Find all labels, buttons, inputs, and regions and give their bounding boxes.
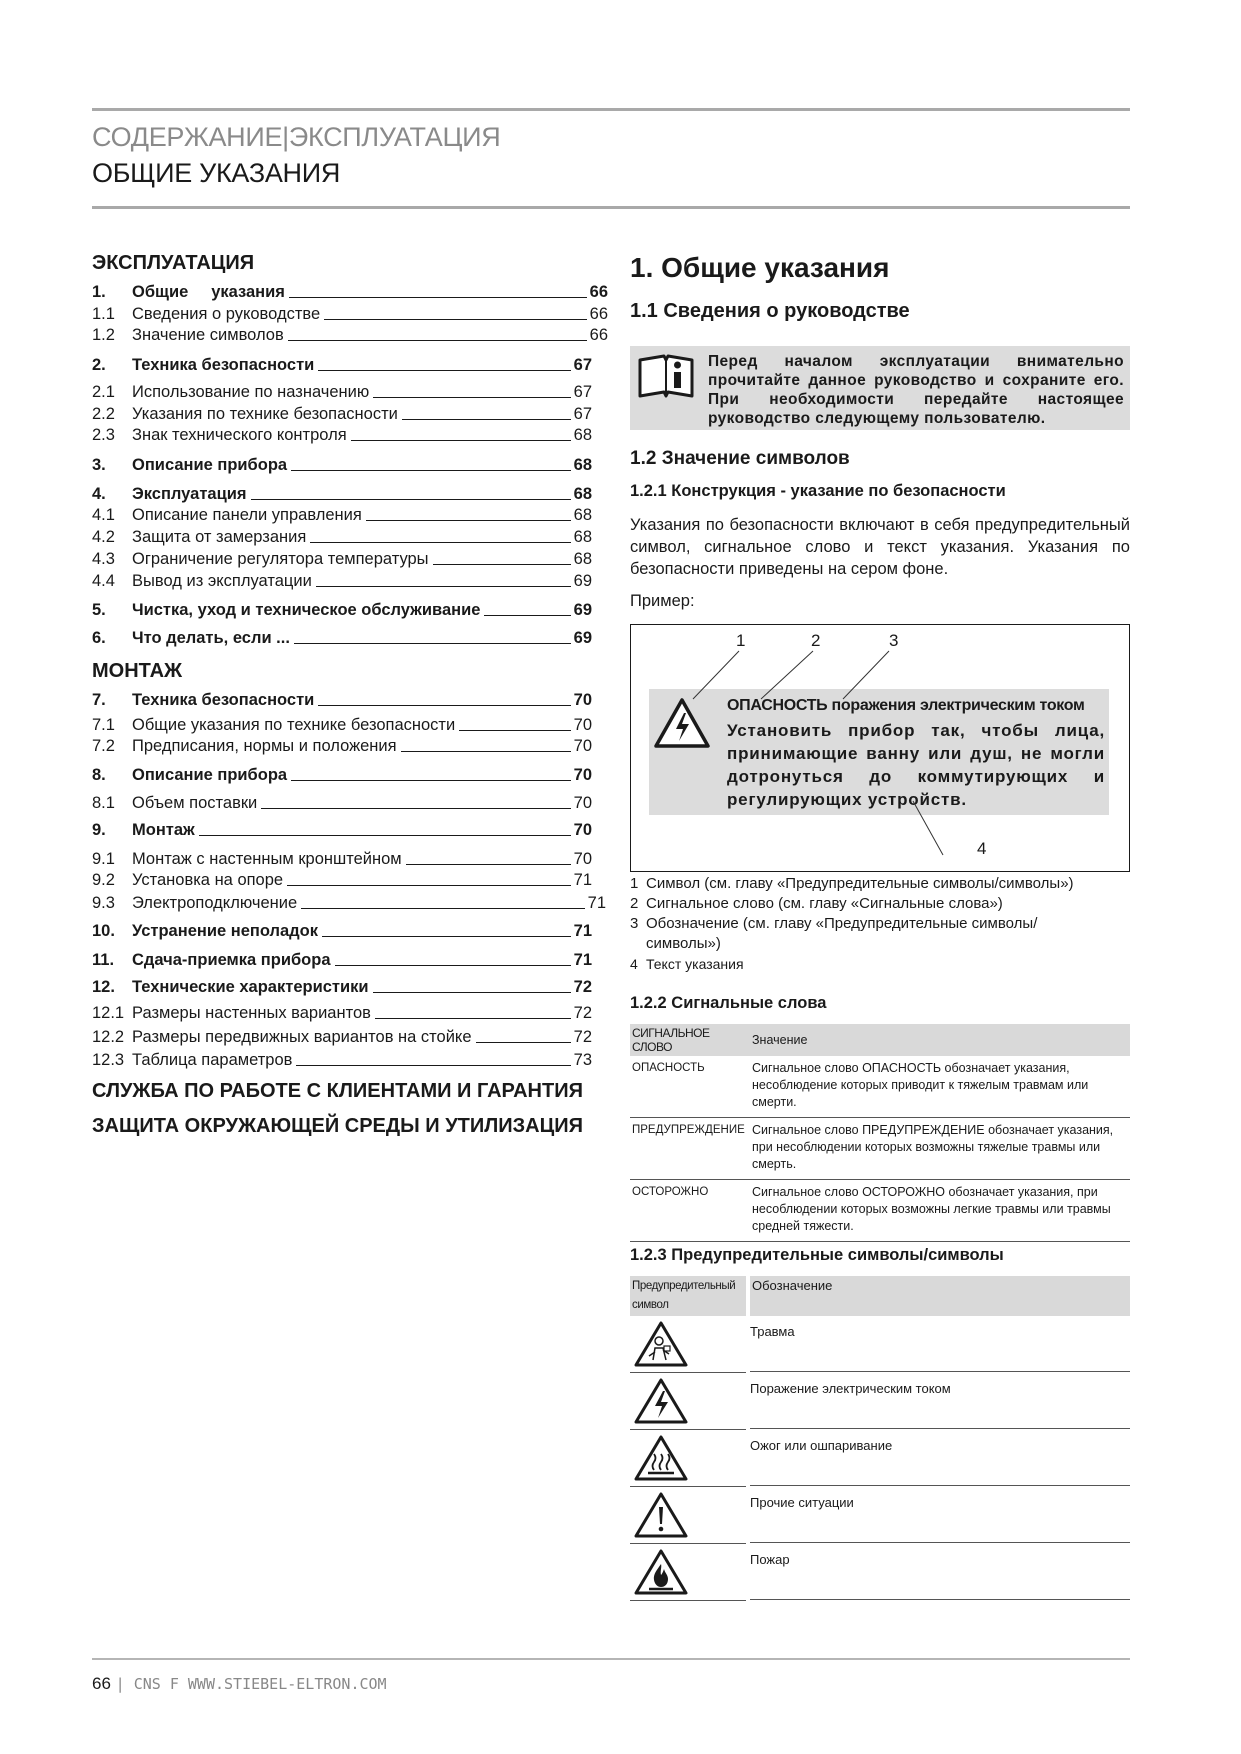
toc-page: 71 [587, 894, 606, 912]
column-header: Обозначение [750, 1276, 1130, 1316]
toc-leader [291, 780, 571, 781]
toc-leader [316, 586, 571, 587]
toc-leader [251, 499, 571, 500]
toc-section-operation: ЭКСПЛУАТАЦИЯ [92, 252, 255, 274]
toc-title: Описание панели управления [132, 506, 362, 524]
toc-page: 71 [573, 922, 592, 940]
toc-leader [476, 1042, 571, 1043]
safety-paragraph: Указания по безопасности включают в себя предупредительный символ, сигнальное слово и текст указания. Указания по безопасности приведены на сером фоне. [630, 516, 1130, 578]
toc-page: 68 [573, 506, 592, 524]
toc-number: 12.2 [92, 1028, 125, 1046]
toc-entry[interactable] [92, 715, 592, 735]
toc-leader [484, 615, 570, 616]
toc-number: 9.1 [92, 850, 115, 868]
toc-page: 72 [573, 1028, 592, 1046]
footer-website: | CNS F WWW.STIEBEL-ELTRON.COM [115, 1675, 387, 1693]
electric-shock-icon [633, 1377, 689, 1425]
toc-page: 69 [573, 629, 592, 647]
toc-leader [301, 908, 585, 909]
toc-number: 7.2 [92, 737, 115, 755]
symbol-meaning: Пожар [750, 1544, 1130, 1600]
legend-item: 2 Сигнальное слово (см. главу «Сигнальные слова») [630, 895, 1003, 912]
read-manual-note [630, 346, 1130, 430]
toc-leader [199, 835, 571, 836]
toc-number: 4.3 [92, 550, 115, 568]
toc-page: 70 [573, 691, 592, 709]
toc-number: 8. [92, 766, 106, 784]
toc-title: Таблица параметров [132, 1051, 293, 1069]
toc-section-installation: МОНТАЖ [92, 660, 183, 682]
toc-leader [402, 419, 571, 420]
callout-1: 1 [736, 631, 746, 650]
toc-title: Защита от замерзания [132, 528, 307, 546]
signal-word: ОСТОРОЖНО [630, 1180, 750, 1242]
toc-title: Что делать, если ... [132, 629, 290, 647]
toc-entry[interactable] [92, 425, 592, 445]
toc-number: 12.3 [92, 1051, 125, 1069]
toc-title: Техника безопасности [132, 356, 315, 374]
toc-number: 12.1 [92, 1004, 125, 1022]
toc-page: 72 [573, 978, 592, 996]
example-legend [630, 874, 1130, 974]
toc-page: 70 [573, 821, 592, 839]
toc-entry[interactable] [92, 404, 592, 424]
toc-number: 4.4 [92, 572, 115, 590]
toc-title: Технические характеристики [132, 978, 369, 996]
toc-page: 67 [573, 383, 592, 401]
page-number: 66 [92, 1674, 111, 1693]
toc-number: 4.1 [92, 506, 115, 524]
signal-word: ПРЕДУПРЕЖДЕНИЕ [630, 1118, 750, 1180]
note-text: Перед началом эксплуатации внимательно прочитайте данное руководство и сохраните его. При необходимости передайте настоящее руководство следующему пользователю. [708, 353, 1124, 427]
heading-general-notes: 1. Общие указания [630, 252, 890, 283]
toc-page: 70 [573, 850, 592, 868]
toc-page: 69 [573, 601, 592, 619]
toc-page: 70 [573, 794, 592, 812]
toc-title: Сдача-приемка прибора [132, 951, 331, 969]
toc-leader [288, 340, 587, 341]
toc-entry[interactable] [92, 690, 592, 710]
toc-page: 72 [573, 1004, 592, 1022]
toc-title: Чистка, уход и техническое обслуживание [132, 601, 481, 619]
toc-number: 9.3 [92, 894, 115, 912]
toc-leader [324, 319, 587, 320]
toc-title: Сведения о руководстве [132, 305, 321, 323]
symbol-row [630, 1316, 1130, 1373]
toc-title: Монтаж [132, 821, 195, 839]
toc-number: 4. [92, 485, 106, 503]
toc-number: 10. [92, 922, 115, 940]
toc-page: 73 [573, 1051, 592, 1069]
injury-icon [633, 1320, 689, 1368]
toc-entry[interactable] [92, 793, 592, 813]
toc-entry[interactable] [92, 893, 606, 913]
table-row [630, 1118, 1130, 1180]
toc-section-service: СЛУЖБА ПО РАБОТЕ С КЛИЕНТАМИ И ГАРАНТИЯ [92, 1080, 583, 1102]
toc-section-environment: ЗАЩИТА ОКРУЖАЮЩЕЙ СРЕДЫ И УТИЛИЗАЦИЯ [92, 1115, 583, 1137]
toc-number: 2. [92, 356, 106, 374]
toc-leader [289, 297, 587, 298]
symbol-meaning: Прочие ситуации [750, 1487, 1130, 1543]
toc-number: 12. [92, 978, 115, 996]
toc-number: 5. [92, 601, 106, 619]
toc-number: 1. [92, 283, 106, 301]
toc-number: 7. [92, 691, 106, 709]
toc-leader [375, 1018, 571, 1019]
toc-number: 2.3 [92, 426, 115, 444]
symbol-meaning: Травма [750, 1316, 1130, 1372]
symbol-row [630, 1430, 1130, 1487]
toc-entry[interactable] [92, 571, 592, 591]
toc-title: Описание прибора [132, 766, 288, 784]
toc-page: 69 [573, 572, 592, 590]
example-label: Пример: [630, 592, 695, 610]
column-header: Значение [750, 1024, 1130, 1056]
legend-item: 4 Текст указания [630, 956, 744, 972]
legend-item: 1 Символ (см. главу «Предупредительные символы/символы») [630, 875, 1074, 892]
toc-title: Устранение неполадок [132, 922, 318, 940]
toc-entry[interactable] [92, 600, 592, 620]
toc-number: 7.1 [92, 716, 115, 734]
callout-2: 2 [811, 631, 821, 650]
toc-entry[interactable] [92, 355, 592, 375]
toc-leader [373, 992, 571, 993]
toc-page: 68 [573, 456, 592, 474]
heading-symbols: 1.2 Значение символов [630, 448, 850, 469]
toc-number: 2.2 [92, 405, 115, 423]
toc-leader [366, 520, 571, 521]
heading-safety-structure: 1.2.1 Конструкция - указание по безопасности [630, 482, 1006, 500]
toc-leader [401, 751, 571, 752]
column-header: СИГНАЛЬНОЕ СЛОВО [630, 1024, 750, 1056]
header-bottom-rule [92, 206, 1130, 209]
toc-number: 9.2 [92, 871, 115, 889]
toc-leader [433, 564, 571, 565]
fire-icon [633, 1548, 689, 1596]
toc-leader [261, 808, 570, 809]
toc-number: 11. [92, 951, 115, 969]
callout-4: 4 [977, 839, 987, 858]
toc-leader [310, 542, 570, 543]
callout-lines [631, 625, 1129, 871]
toc-title: Монтаж с настенным кронштейном [132, 850, 402, 868]
toc-title: Вывод из эксплуатации [132, 572, 312, 590]
toc-title: Техника безопасности [132, 691, 315, 709]
toc-leader [294, 643, 571, 644]
toc-leader [296, 1065, 570, 1066]
toc-leader [318, 370, 570, 371]
toc-entry[interactable] [92, 325, 608, 345]
toc-page: 71 [573, 871, 592, 889]
signal-words-table [630, 1024, 1130, 1242]
symbol-meaning: Ожог или ошпаривание [750, 1430, 1130, 1486]
exclamation-icon [633, 1491, 689, 1539]
toc-leader [335, 965, 571, 966]
toc-leader [318, 705, 570, 706]
toc-leader [351, 440, 571, 441]
toc-number: 1.2 [92, 326, 115, 344]
toc-entry[interactable] [92, 484, 592, 504]
example-text: Установить прибор так, чтобы лица, принимающие ванну или душ, не могли дотронуться до коммутирующих и регулирующих устройств. [727, 721, 1105, 809]
callout-3: 3 [889, 631, 899, 650]
heading-warning-symbols: 1.2.3 Предупредительные символы/символы [630, 1246, 1004, 1264]
toc-page: 66 [589, 305, 608, 323]
toc-number: 2.1 [92, 383, 115, 401]
toc-page: 70 [573, 716, 592, 734]
toc-title: Ограничение регулятора температуры [132, 550, 429, 568]
toc-entry[interactable] [92, 549, 592, 569]
signal-meaning: Сигнальное слово ОПАСНОСТЬ обозначает указания, несоблюдение которых приводит к тяжелым травмам или смерти. [750, 1056, 1130, 1118]
toc-title: Размеры передвижных вариантов на стойке [132, 1028, 472, 1046]
toc-leader [287, 885, 571, 886]
table-header-row [630, 1024, 1130, 1056]
toc-page: 67 [573, 356, 592, 374]
toc-title: Эксплуатация [132, 485, 247, 503]
toc-entry[interactable] [92, 282, 608, 302]
toc-title: Описание прибора [132, 456, 288, 474]
toc-entry[interactable] [92, 921, 592, 941]
toc-number: 1.1 [92, 305, 115, 323]
toc-page: 70 [573, 737, 592, 755]
toc-title: Использование по назначению [132, 383, 370, 401]
toc-leader [291, 470, 571, 471]
toc-entry[interactable] [92, 455, 592, 475]
toc-entry[interactable] [92, 765, 592, 785]
toc-title: Значение символов [132, 326, 284, 344]
toc-entry[interactable] [92, 505, 592, 525]
column-header: Предупредительный символ [630, 1276, 746, 1316]
toc-number: 8.1 [92, 794, 115, 812]
symbol-row [630, 1373, 1130, 1430]
toc-entry[interactable] [92, 304, 608, 324]
toc-title: Общие указания [132, 283, 285, 301]
burn-icon [633, 1434, 689, 1482]
header-line-2: ОБЩИЕ УКАЗАНИЯ [92, 158, 341, 188]
toc-title: Знак технического контроля [132, 426, 347, 444]
footer-rule [92, 1658, 1130, 1660]
toc-entry[interactable] [92, 1027, 592, 1047]
header-line-1: СОДЕРЖАНИЕ|ЭКСПЛУАТАЦИЯ [92, 122, 501, 152]
signal-meaning: Сигнальное слово ПРЕДУПРЕЖДЕНИЕ обозначает указания, при несоблюдении которых возможны тяжелые травмы или смерть. [750, 1118, 1130, 1180]
toc-page: 70 [573, 766, 592, 784]
heading-signal-words: 1.2.2 Сигнальные слова [630, 994, 827, 1012]
symbols-table-header [630, 1276, 1130, 1316]
toc-title: Предписания, нормы и положения [132, 737, 397, 755]
toc-entry[interactable] [92, 820, 592, 840]
toc-entry[interactable] [92, 1050, 592, 1070]
manual-info-icon [636, 352, 696, 402]
top-rule [92, 108, 1130, 111]
toc-page: 68 [573, 550, 592, 568]
toc-number: 4.2 [92, 528, 115, 546]
toc-title: Указания по технике безопасности [132, 405, 398, 423]
toc-title: Электроподключение [132, 894, 298, 912]
heading-about-manual: 1.1 Сведения о руководстве [630, 300, 910, 322]
table-row [630, 1180, 1130, 1242]
toc-number: 3. [92, 456, 106, 474]
toc-leader [406, 864, 571, 865]
symbol-row [630, 1544, 1130, 1601]
toc-page: 71 [573, 951, 592, 969]
example-box [630, 624, 1130, 872]
toc-entry[interactable] [92, 736, 592, 756]
legend-item: 3 Обозначение (см. главу «Предупредительные символы/ символы») [630, 915, 1038, 952]
toc-entry[interactable] [92, 950, 592, 970]
signal-meaning: Сигнальное слово ОСТОРОЖНО обозначает указания, при несоблюдении которых возможны легкие травмы или травмы средней тяжести. [750, 1180, 1130, 1242]
toc-title: Размеры настенных вариантов [132, 1004, 371, 1022]
toc-leader [373, 397, 570, 398]
toc-title: Общие указания по технике безопасности [132, 716, 456, 734]
toc-entry[interactable] [92, 849, 592, 869]
toc-number: 6. [92, 629, 106, 647]
toc-leader [322, 936, 571, 937]
toc-page: 68 [573, 528, 592, 546]
page-footer [92, 1674, 387, 1694]
symbol-meaning: Поражение электрическим током [750, 1373, 1130, 1429]
toc-entry[interactable] [92, 382, 592, 402]
toc-title: Объем поставки [132, 794, 258, 812]
toc-entry[interactable] [92, 870, 592, 890]
toc-page: 66 [589, 326, 608, 344]
toc-page: 67 [573, 405, 592, 423]
toc-page: 66 [589, 283, 608, 301]
toc-leader [459, 730, 570, 731]
signal-word: ОПАСНОСТЬ [630, 1056, 750, 1118]
toc-page: 68 [573, 485, 592, 503]
symbol-row [630, 1487, 1130, 1544]
toc-title: Установка на опоре [132, 871, 284, 889]
table-row [630, 1056, 1130, 1118]
toc-page: 68 [573, 426, 592, 444]
example-signal-word: ОПАСНОСТЬ поражения электрическим током [727, 697, 1085, 714]
toc-entry[interactable] [92, 977, 592, 997]
toc-number: 9. [92, 821, 106, 839]
toc-entry[interactable] [92, 1003, 592, 1023]
toc-entry[interactable] [92, 527, 592, 547]
toc-entry[interactable] [92, 628, 592, 648]
